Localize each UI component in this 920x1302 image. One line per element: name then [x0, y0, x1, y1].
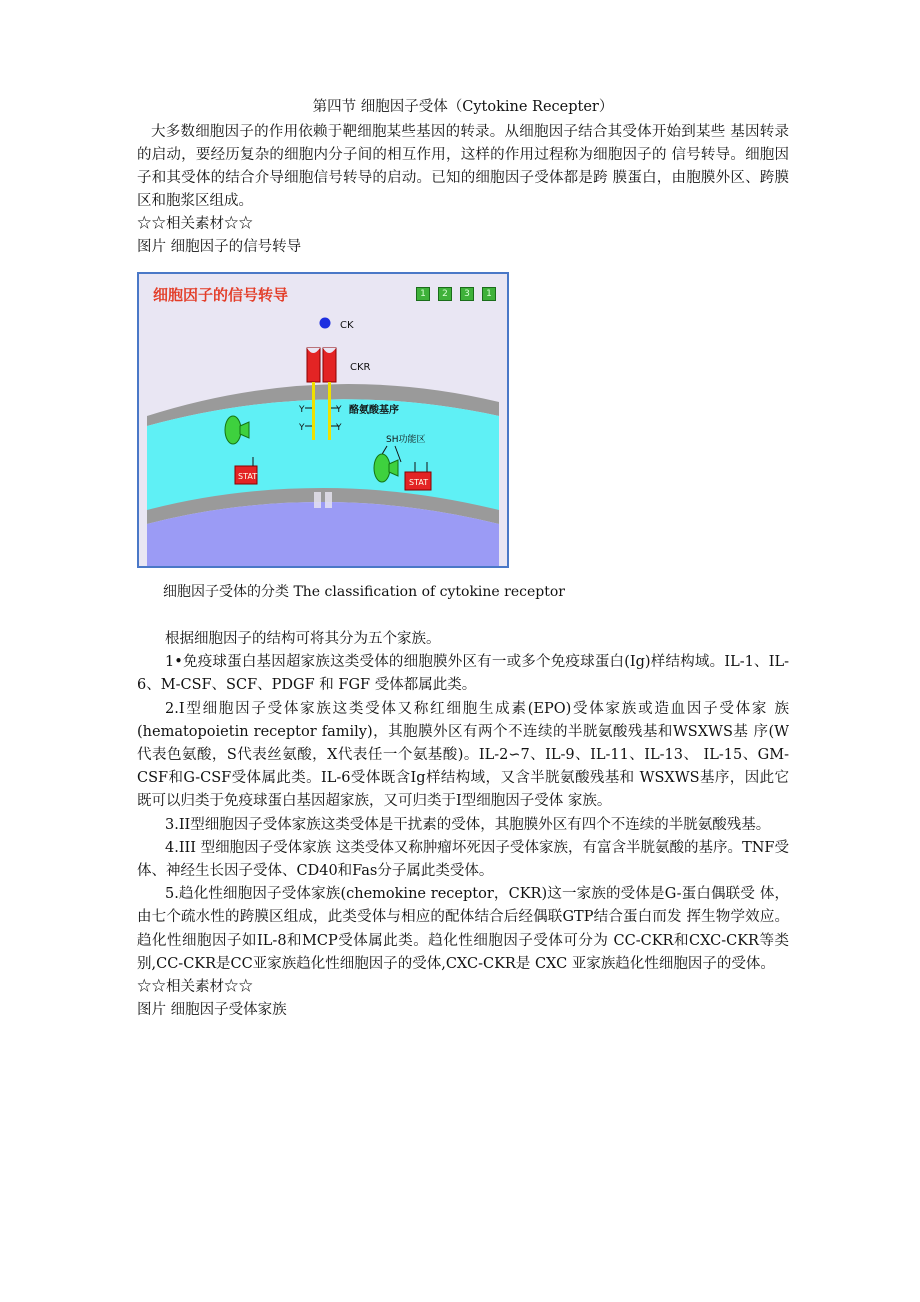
- svg-text:STAT: STAT: [409, 478, 429, 487]
- classification-body: [137, 628, 789, 1022]
- figure-frame: [137, 272, 509, 568]
- receptor-stem-left: [312, 382, 315, 440]
- figure-diagram: [139, 274, 507, 566]
- figure-button-2[interactable]: 2: [438, 287, 452, 301]
- classification-item-5: 5.趋化性细胞因子受体家族(chemokine receptor，CKR)这一家族的受体是G-蛋白偶联受 体，由七个疏水性的跨膜区组成，此类受体与相应的配体结合后经偶联GTP结合蛋白而发 挥生物学效应。趋化性细胞因子如IL-8和MCP受体属此类。趋化性细胞因子受体可分为 CC-CKR和CXC-CKR等类别,CC-CKR是CC亚家族趋化性细胞因子的受体,CXC-CKR是 CXC 亚家族趋化性细胞因子的受体。: [137, 886, 789, 972]
- related-materials-label-2: ☆☆相关素材☆☆: [137, 979, 253, 996]
- figure-label-2: 图片 细胞因子受体家族: [137, 1002, 287, 1019]
- receptor-stem-right: [328, 382, 331, 440]
- tyrosine-motif-label: 酪氨酸基序: [349, 405, 399, 416]
- document-body: [137, 96, 789, 259]
- classification-item-2: 2.I型细胞因子受体家族这类受体又称红细胞生成素(EPO)受体家族或造血因子受体家 族(hematopoietin receptor family)，其胞膜外区有两个不连续的半胱氨酸残基和WSXWS基 序(W代表色氨酸，S代表丝氨酸，X代表任一个氨基酸)。IL-2∽7、IL-9、IL-11、IL-13、 IL-15、GM-CSF和G-CSF受体属此类。IL-6受体既含Ig样结构域，又含半胱氨酸残基和 WSXWS基序，因此它既可以归类于免疫球蛋白基因超家族，又可归类于I型细胞因子受体 家族。: [137, 700, 789, 810]
- figure-button-3[interactable]: 3: [460, 287, 474, 301]
- ck-label: CK: [340, 320, 354, 331]
- related-materials-label: ☆☆相关素材☆☆: [137, 216, 253, 232]
- cytokine-ligand: [320, 318, 331, 329]
- figure-label: 图片 细胞因子的信号转导: [137, 239, 302, 255]
- classification-item-4: 4.III 型细胞因子受体家族 这类受体又称肿瘤坏死因子受体家族，有富含半胱氨酸的基序。TNF受体、神经生长因子受体、CD40和Fas分子属此类受体。: [137, 839, 789, 880]
- svg-text:STAT: STAT: [238, 472, 258, 481]
- svg-text:Y: Y: [299, 423, 305, 433]
- svg-text:Y: Y: [336, 405, 342, 415]
- sh-domain-label: SH功能区: [386, 435, 426, 445]
- svg-text:Y: Y: [336, 423, 342, 433]
- classification-caption: 细胞因子受体的分类 The classification of cytokine receptor: [163, 584, 565, 600]
- figure-title: 细胞因子的信号转导: [153, 286, 289, 304]
- svg-text:Y: Y: [299, 405, 305, 415]
- ckr-label: CKR: [350, 362, 371, 373]
- signal-transduction-figure: [137, 272, 509, 568]
- section-title: 第四节 细胞因子受体（Cytokine Recepter）: [312, 99, 614, 115]
- figure-button-1[interactable]: 1: [416, 287, 430, 301]
- classification-item-1: 1•免疫球蛋白基因超家族这类受体的细胞膜外区有一或多个免疫球蛋白(Ig)样结构域。IL-1、IL-6、M-CSF、SCF、PDGF 和 FGF 受体都属此类。: [137, 654, 789, 694]
- intro-paragraph: 大多数细胞因子的作用依赖于靶细胞某些基因的转录。从细胞因子结合其受体开始到某些 基因转录的启动，要经历复杂的细胞内分子间的相互作用，这样的作用过程称为细胞因子的 信号转导。细胞因子和其受体的结合介导细胞信号转导的启动。已知的细胞因子受体都是跨 膜蛋白，由胞膜外区、跨膜区和胞浆区组成。: [137, 124, 789, 209]
- classification-lead: 根据细胞因子的结构可将其分为五个家族。: [165, 631, 441, 647]
- figure-button-4[interactable]: 1: [482, 287, 496, 301]
- classification-item-3: 3.II型细胞因子受体家族这类受体是干扰素的受体，其胞膜外区有四个不连续的半胱氨酸残基。: [165, 816, 771, 833]
